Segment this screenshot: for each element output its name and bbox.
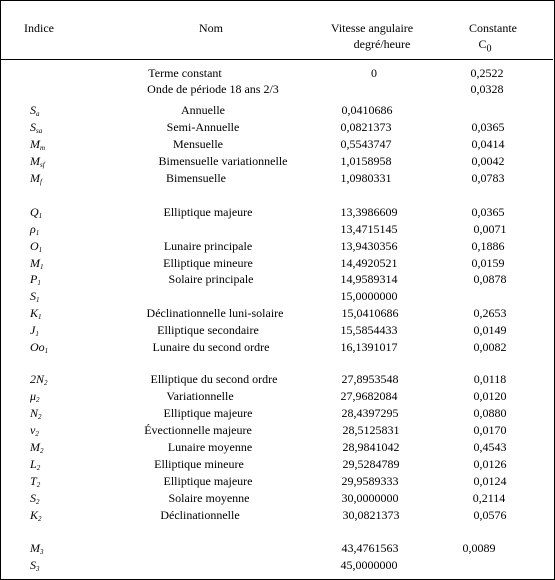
row-angular-speed: 13,9430356 [340,239,398,253]
row-name: Variationnelle [166,389,234,403]
row-index-subscript: sf [40,161,45,169]
row-angular-speed: 29,5284789 [342,457,400,471]
row-index-symbol: μ [30,389,37,403]
row-angular-speed: 15,0410686 [341,306,399,320]
row-index-symbol: M [30,154,40,168]
row-angular-speed: 16,1391017 [340,340,398,354]
row-angular-speed: 0,0410686 [341,103,393,117]
row-index [30,558,40,576]
row-name: Mensuelle [173,137,223,151]
row-constant: 0,0126 [473,457,507,471]
row-constant: 0,0783 [471,171,505,185]
row-index-symbol: M [30,440,40,454]
row-angular-speed: 13,4715145 [340,222,398,236]
row-name: Elliptique mineure [154,457,244,471]
row-index-subscript: sa [36,127,43,135]
row-constant: 0,0170 [473,423,507,437]
row-index-subscript: 2 [36,498,40,506]
row-name: Elliptique mineure [163,256,253,270]
row-index-subscript: 1 [38,313,42,321]
row-constant: 0,0149 [473,323,507,337]
row-index-subscript: 2 [38,413,42,421]
row-index-symbol: S [30,289,36,303]
row-index-symbol: L [30,457,37,471]
row-index-symbol: T [30,474,37,488]
row-constant: 0,2653 [473,306,507,320]
row-constant: 0,0089 [462,541,496,555]
row-index-subscript: 2 [38,515,42,523]
row-index-subscript: 1 [36,296,40,304]
row-index [30,103,40,121]
header-name: Nom [199,21,223,35]
row-index [30,474,40,492]
header-constant-line1: Constante [469,21,517,35]
row-index-symbol: ρ [30,222,36,236]
row-constant: 0,2522 [470,66,504,80]
row-index [30,137,45,155]
row-index-subscript: 1 [44,347,49,355]
row-name: Elliptique du second ordre [150,372,278,386]
row-angular-speed: 28,4397295 [341,406,399,420]
row-index-symbol: O [30,239,39,253]
row-index [30,457,40,475]
row-index [30,289,40,307]
row-index-symbol: S [30,120,36,134]
row-angular-speed: 45,0000000 [340,558,398,572]
row-index-subscript: 3 [40,548,44,556]
row-constant: 0,0159 [471,256,505,270]
row-angular-speed: 27,9682084 [340,389,398,403]
row-index-subscript: 1 [38,246,43,254]
row-index-symbol: M [30,137,40,151]
row-index-symbol: P [30,272,38,286]
row-constant: 0,0124 [473,474,507,488]
row-angular-speed: 0,5543747 [340,137,392,151]
row-angular-speed: 1,0158958 [340,154,392,168]
row-constant: 0,2114 [472,491,506,505]
row-name: Lunaire principale [163,239,253,253]
row-index-symbol: Oo [30,340,45,354]
row-constant: 0,0365 [471,120,505,134]
row-angular-speed: 27,8953548 [341,372,399,386]
row-constant: 0,1886 [471,239,505,253]
row-index-subscript: 1 [35,229,40,237]
row-index [30,389,40,407]
row-index [30,120,42,138]
row-name: Évectionnelle majeure [144,423,252,437]
row-index-subscript: 1 [37,279,41,287]
row-angular-speed: 13,3986609 [340,205,398,219]
row-angular-speed: 15,5854433 [340,323,398,337]
row-name: Elliptique secondaire [157,323,259,337]
row-index [30,541,44,559]
row-index-subscript: 2 [44,379,48,387]
row-angular-speed: 29,9589333 [341,474,399,488]
row-index [30,272,41,290]
row-angular-speed: 0,0821373 [340,120,392,134]
row-constant: 0,0118 [473,372,507,386]
row-index [30,171,42,189]
row-index-symbol: N [30,406,39,420]
row-index-symbol: Q [30,205,39,219]
row-index-symbol: S [30,558,36,572]
row-name: Terme constant [148,66,222,80]
row-index-subscript: 1 [35,330,39,338]
row-index-symbol: 2N [30,372,45,386]
row-name: Semi-Annuelle [166,120,240,134]
row-index [30,372,48,390]
row-constant: 0,0576 [473,508,507,522]
row-index-subscript: 1 [40,263,44,271]
row-constant: 0,0365 [471,205,505,219]
row-name: Elliptique majeure [163,474,253,488]
row-index-subscript: 2 [36,396,40,404]
row-index [30,491,40,509]
row-constant: 0,0414 [471,137,505,151]
row-index-symbol: M [30,541,40,555]
row-name: Elliptique majeure [163,205,253,219]
row-name: Bimensuelle [166,171,226,185]
row-angular-speed: 14,4920521 [340,256,398,270]
row-index-symbol: J [30,323,36,337]
row-index-subscript: 2 [40,447,44,455]
row-index-subscript: a [36,110,40,118]
row-name: Lunaire du second ordre [152,340,270,354]
row-index-subscript: 2 [36,464,41,472]
header-constant-line2: $C_0$ [478,37,492,55]
row-name: Déclinationnelle [160,508,240,522]
row-index-subscript: m [40,144,46,152]
row-name: Solaire principale [168,272,254,286]
row-name: Déclinationnelle luni-solaire [146,306,284,320]
row-name: Bimensuelle variationnelle [158,154,288,168]
row-angular-speed: 28,5125831 [342,423,400,437]
row-constant: 0,4543 [473,440,507,454]
header-divider [1,59,553,60]
row-constant: 0,0042 [471,154,505,168]
row-name: Lunaire moyenne [167,440,253,454]
row-constant: 0,0878 [473,272,507,286]
header-speed-line1: Vitesse angulaire [330,21,414,35]
header-speed-line2: degré/heure [353,37,411,51]
row-index-subscript: 2 [36,481,41,489]
row-angular-speed: 30,0000000 [341,491,399,505]
row-index-subscript: 3 [36,565,40,573]
row-name: Elliptique majeure [163,406,253,420]
row-index [30,340,48,358]
row-index [30,323,39,341]
row-angular-speed: 43,4761563 [341,541,399,555]
row-name: Onde de période 18 ans 2/3 [147,82,279,96]
row-index [30,440,44,458]
row-name: Annuelle [181,103,225,117]
row-name: Solaire moyenne [168,491,250,505]
row-index-symbol: M [30,171,40,185]
row-index-symbol: ν [30,423,36,437]
row-index-subscript: f [40,178,42,186]
row-angular-speed: 1,0980331 [340,171,392,185]
row-constant: 0,0880 [473,406,507,420]
row-angular-speed: 28,9841042 [342,440,400,454]
row-angular-speed: 0 [371,66,377,80]
row-index-symbol: S [30,103,36,117]
row-index-symbol: M [30,256,40,270]
row-index [30,222,39,240]
row-index-symbol: S [30,491,36,505]
row-constant: 0,0082 [473,340,507,354]
row-constant: 0,0120 [473,389,507,403]
row-index [30,306,42,324]
row-angular-speed: 30,0821373 [342,508,400,522]
row-index-subscript: 1 [38,212,43,220]
row-angular-speed: 14,9589314 [340,272,398,286]
row-constant: 0,0328 [470,82,504,96]
row-index [30,508,42,526]
row-index [30,205,42,223]
row-angular-speed: 15,0000000 [340,289,398,303]
row-index-subscript: 2 [35,430,39,438]
header-index: Indice [24,21,54,35]
row-constant: 0,0071 [473,222,507,236]
row-index [30,154,45,172]
row-index-symbol: K [30,508,39,522]
row-index [30,423,39,441]
row-index [30,239,42,257]
row-index-symbol: K [30,306,39,320]
row-index [30,406,42,424]
